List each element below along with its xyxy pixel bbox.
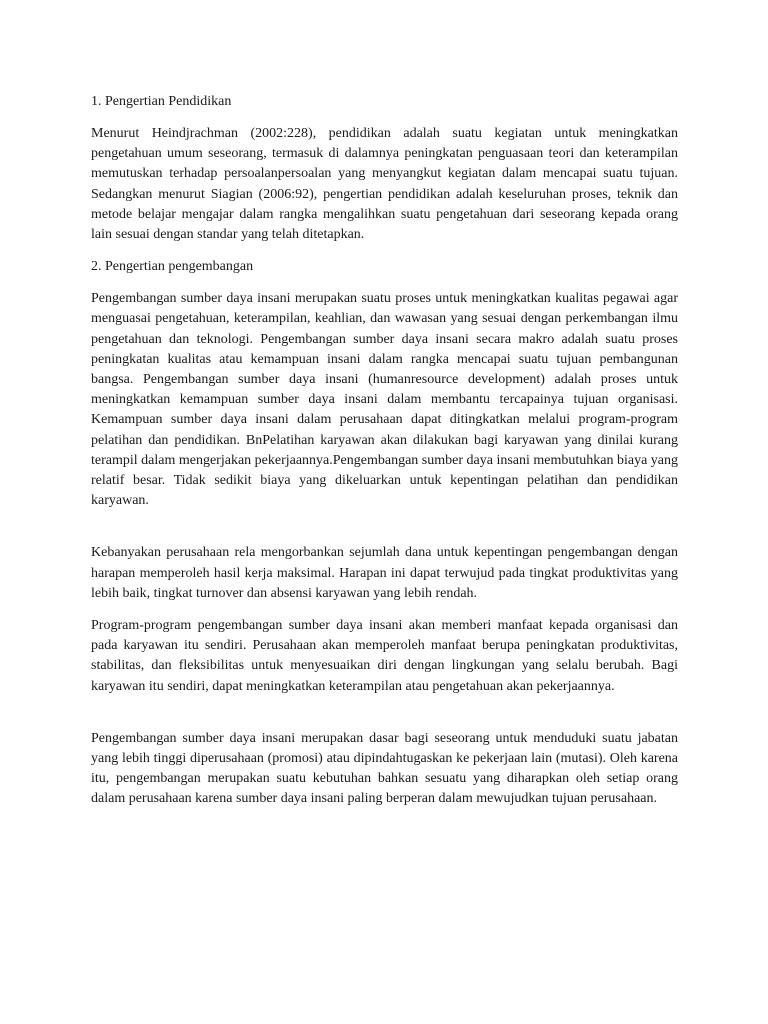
section-2-paragraph-1: Pengembangan sumber daya insani merupakan suatu proses untuk meningkatkan kualitas pegawai agar menguasai pengetahuan, keterampilan, keahlian, dan wawasan yang sesuai dengan perkembangan ilmu pengetahuan dan teknologi. Pengembangan sumber daya insani secara makro adalah suatu proses peningkatan kualitas atau kemampuan insani dalam rangka mencapai suatu tujuan pembangunan bangsa. Pengembangan sumber daya insani (humanresource development) adalah proses untuk meningkatkan kemampuan sumber daya insani dalam membantu tercapainya tujuan organisasi. Kemampuan sumber daya insani dalam perusahaan dapat ditingkatkan melalui program-program pelatihan dan pendidikan. BnPelatihan karyawan akan dilakukan bagi karyawan yang dinilai kurang terampil dalam mengerjakan pekerjaannya.Pengembangan sumber daya insani membutuhkan biaya yang relatif besar. Tidak sedikit biaya yang dikeluarkan untuk kepentingan pelatihan dan pendidikan karyawan.: [91, 291, 679, 509]
section-2-paragraph-3: Program-program pengembangan sumber daya insani akan memberi manfaat kepada organisasi dan pada karyawan itu sendiri. Perusahaan akan memperoleh manfaat berupa peningkatan produktivitas, stabilitas, dan fleksibilitas untuk menyesuaikan diri dengan lingkungan yang selalu berubah. Bagi karyawan itu sendiri, dapat meningkatkan keterampilan atau pengetahuan akan pekerjaannya.: [91, 618, 678, 694]
section-2-paragraph-4: Pengembangan sumber daya insani merupakan dasar bagi seseorang untuk menduduki suatu jabatan yang lebih tinggi diperusahaan (promosi) atau dipindahtugaskan ke pekerjaan lain (mutasi). Oleh karena itu, pengembangan merupakan suatu kebutuhan bahkan sesuatu yang diharapkan oleh setiap orang dalam perusahaan karena sumber daya insani paling berperan dalam mewujudkan tujuan perusahaan.: [91, 730, 678, 807]
section-2-paragraph-2: Kebanyakan perusahaan rela mengorbankan sejumlah dana untuk kepentingan pengembangan dengan harapan memperoleh hasil kerja maksimal. Harapan ini dapat terwujud pada tingkat produktivitas yang lebih baik, tingkat turnover dan absensi karyawan yang lebih rendah.: [91, 545, 678, 601]
paragraph-spacer: [91, 709, 678, 729]
document-page: [91, 92, 678, 822]
paragraph-spacer: [91, 523, 678, 543]
section-2-heading: 2. Pengertian pengembangan: [91, 259, 254, 275]
section-1-heading: 1. Pengertian Pendidikan: [91, 94, 232, 109]
section-1-paragraph: Menurut Heindjrachman (2002:228), pendidikan adalah suatu kegiatan untuk meningkatkan pengetahuan umum seseorang, termasuk di dalamnya peningkatan penguasaan teori dan keterampilan memutuskan terhadap persoalanpersoalan yang menyangkut kegiatan dalam mencapai suatu tujuan. Sedangkan menurut Siagian (2006:92), pengertian pendidikan adalah keseluruhan proses, teknik dan metode belajar mengajar dalam rangka mengalihkan suatu pengetahuan dari seseorang kepada orang lain sesuai dengan standar yang telah ditetapkan.: [91, 126, 678, 243]
